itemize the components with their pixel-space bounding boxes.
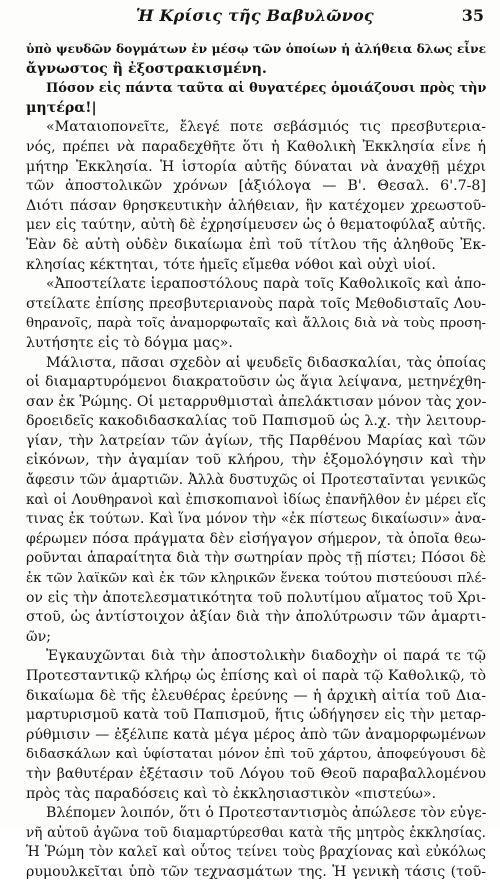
text-line: μητέρα!|	[26, 99, 97, 116]
text-line: τινας ἐκ τούτων. Καὶ ἵνα μόνον τὴν «ἐκ πίστεως δικαίωσιν» ἀνα-	[26, 511, 486, 528]
text-line: τῶν ἀποστολικῶν χρόνων [ἀξιόλογα — Β'. Θεσαλ. 6'.7-8]	[26, 178, 486, 195]
text-line: σαν ἐκ Ῥώμης. Οἱ μεταρρυθμισταὶ ἀπελάκτισαν μόνον τὰς χον-	[26, 393, 486, 410]
text-line: διδασκάλων καὶ ὑφίσταται μόνον ἐπὶ τοῦ χάρτου, ἀποφεύγουσι δὲ	[26, 747, 486, 763]
text-line: «Ματαιοπονεῖτε, ἔλεγέ ποτε σεβάσμιός τις πρεσβυτερια-	[46, 119, 486, 136]
text-line: νός, πρέπει νὰ παραδεχθῆτε ὅτι ἡ Καθολικὴ Ἐκκλησία εἶνε ἡ	[26, 138, 486, 155]
text-line: πρὸς τὰς παραδόσεις καὶ τὸ ἐκκλησιαστικὸν «πιστεύω».	[26, 785, 437, 802]
text-line: ὑπὸ ψευδῶν δογμάτων ἐν μέσῳ τῶν ὁποίων ἡ ἀλήθεια δλως εἶνε	[26, 42, 486, 56]
text-line: Ἐὰν δὲ αὐτὴ οὐδὲν δικαίωμα ἐπὶ τοῦ τίτλου τῆς ἀληθοῦς Ἐκ-	[26, 236, 486, 253]
text-line: ῶν;	[26, 628, 51, 645]
text-line: γίαν, τὴν λατρείαν τῶν ἁγίων, τῆς Παρθένου Μαρίας καὶ τῶν	[26, 432, 486, 449]
text-line: θηρανοῖς, παρὰ τοῖς ἀναμορφωταῖς καὶ ἄλλοις διὰ νὰ τοὺς προση-	[26, 316, 486, 332]
text-line: δροειδεῖς κακοδιδασκαλίας τοῦ Παπισμοῦ ὡς λ.χ. τὴν λειτουρ-	[26, 413, 486, 430]
text-line: νῆ αὐτοῦ ἀγῶνα τοῦ διαμαρτύρεσθαι κατὰ τῆς μητρὸς ἐκκλησίας.	[26, 824, 486, 841]
text-line: ρυμουλκεῖται ὑπὸ τῶν τεχνασμάτων της. Ἡ γενικὴ τάσις (τοῦ-	[26, 863, 486, 880]
text-line: μεν εἰς ταύτην, αὐτὴ δὲ ἐχρησίμευσεν ὡς ὁ θεματοφύλαξ αὐτῆς.	[26, 217, 486, 234]
text-line: ἄγνωστος ἢ ἐξοστρακισμένη.	[26, 60, 267, 77]
text-line: Ἡ Ῥώμη τὸν καλεῖ καὶ οὗτος τείνει τοὺς βραχίονας καὶ εὐκόλως	[26, 844, 486, 861]
text-line: τὴν βαθυτέραν ἐξέτασιν τοῦ Λόγου τοῦ Θεοῦ παραβαλλομένου	[26, 765, 486, 782]
text-line: καὶ οἱ Λουθηρανοὶ καὶ ἐπισκοπιανοὶ ἰδίως ἐπανῆλθον ἐν μέρει εἴς	[26, 491, 486, 508]
page-header	[26, 6, 486, 34]
text-line: Πόσον εἰς πάντα ταῦτα αἱ θυγατέρες ὁμοιάζουσι πρὸς τὴν	[46, 81, 486, 97]
text-line: εἰκόνων, τὴν ἀγαμίαν τοῦ κλήρου, τὴν ἐξομολόγησιν καὶ τὴν	[26, 452, 486, 469]
text-line: μήτηρ Ἐκκλησία. Ἡ ἱστορία αὐτῆς δύναται νὰ ἀναχθῇ μέχρι	[26, 158, 486, 175]
text-line: ροῦνται ἀπαραίτητα διὰ τὴν σωτηρίαν πρὸς τῇ πίστει; Πόσοι δὲ	[26, 550, 486, 567]
text-line: οἱ διαμαρτυρόμενοι διακρατοῦσιν ὡς ἅγια λείψανα, μετηνέχθη-	[26, 374, 486, 391]
text-line: φέρωμεν πόσα πράγματα δὲν εἰσήγαγον σήμερον, τὰ ὁποῖα θεω-	[26, 530, 486, 547]
text-line: ον εἰς τὴν ἀποτελεσματικότητα τοῦ πολυτίμου αἵματος τοῦ Χρι-	[26, 589, 486, 606]
running-title: Ἡ Κρίσις τῆς Βαβυλῶνος	[136, 6, 374, 25]
text-line: «Ἀποστείλατε ἱεραποστόλους παρὰ τοῖς Καθολικοῖς καὶ ἀπο-	[46, 276, 486, 293]
text-line: στείλατε ἐπίσης πρεσβυτεριανοὺς παρὰ τοῖς Μεθοδισταῖς Λου-	[26, 295, 486, 312]
text-line: ἐκ τῶν λαϊκῶν καὶ ἐκ τῶν κληρικῶν ἕνεκα τούτου πιστεύουσι πλέ-	[26, 571, 486, 587]
text-line: Διότι πάσαν θρησκευτικὴν ἀλήθειαν, ἣν κατέχομεν χρεωστοῦ-	[26, 197, 486, 214]
text-line: ἄφεσιν τῶν ἁμαρτιῶν. Ἀλλὰ δυστυχῶς οἱ Προτεσταῖνται γενικῶς	[26, 472, 486, 489]
text-line: Ἐγκαυχῶνται διὰ τὴν ἀποστολικὴν διαδοχὴν οἱ παρά τε τῷ	[46, 648, 486, 665]
text-line: μαρτυρισμοῦ κατὰ τοῦ Παπισμοῦ, ἥτις ὡδήγησεν εἰς τὴν μεταρ-	[26, 707, 486, 724]
body-text	[26, 40, 486, 883]
text-line: Προτεσταντικῷ κλήρῳ ὡς ἐπίσης καὶ οἱ παρὰ τῷ Καθολικῷ, τὸ	[26, 668, 486, 684]
text-line: Μάλιστα, πᾶσαι σχεδὸν αἱ ψευδεῖς διδασκαλίαι, τὰς ὁποίας	[46, 354, 486, 371]
text-line: στοῦ, ὡς ἀντίστοιχον ἀξίαν διὰ τὴν ἀπολύτρωσιν τῶν ἁμαρτι-	[26, 609, 486, 626]
text-line: λυτήσητε εἰς τὸ δόγμα μας».	[26, 334, 233, 351]
text-line: Βλέπομεν λοιπόν, ὅτι ὁ Προτεσταντισμὸς ἀπώλεσε τὸν εὐγε-	[46, 805, 486, 822]
text-line: ρύθμισιν — ἐξέλιπε κατὰ μέγα μέρος ἀπὸ τῶν ἀναμορφωμένων	[26, 726, 486, 743]
page-number: 35	[461, 6, 484, 25]
text-line: κλησίας κέκτηται, τότε ἡμεῖς εἴμεθα νόθοι καὶ οὐχὶ υἱοί.	[26, 256, 436, 273]
text-line: δικαίωμα δὲ τῆς ἐλευθέρας ἐρεύνης — ἡ ἀρχικὴ αἰτία τοῦ Δια-	[26, 687, 486, 704]
